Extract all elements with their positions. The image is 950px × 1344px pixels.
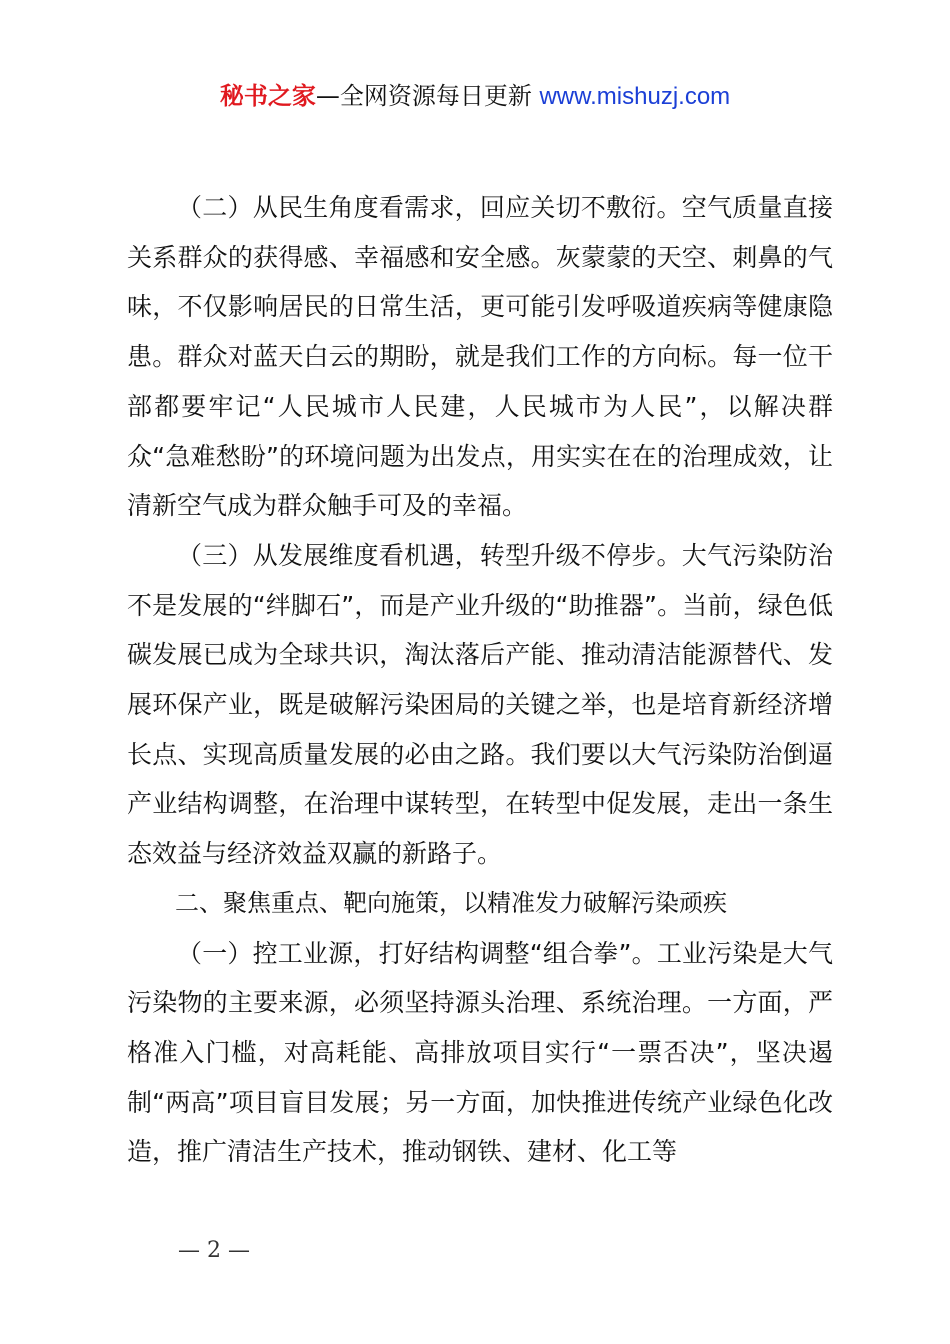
- page-number: — 2 —: [178, 1238, 250, 1263]
- site-header: [0, 80, 950, 113]
- site-url-link[interactable]: www.mishuzj.com: [539, 83, 731, 110]
- section-heading: 二、聚焦重点、靶向施策，以精准发力破解污染顽疾: [175, 888, 727, 917]
- paragraph-industrial-source: （一）控工业源，打好结构调整“组合拳”。工业污染是大气污染物的主要来源，必须坚持源头治理、系统治理。一方面，严格准入门槛，对高耗能、高排放项目实行“一票否决”，坚决遏制“两高”项目盲目发展；另一方面，加快推进传统产业绿色化改造，推广清洁生产技术，推动钢铁、建材、化工等: [127, 938, 833, 1167]
- paragraph-development: （三）从发展维度看机遇，转型升级不停步。大气污染防治不是发展的“绊脚石”，而是产业升级的“助推器”。当前，绿色低碳发展已成为全球共识，淘汰落后产能、推动清洁能源替代、发展环保产业，既是破解污染困局的关键之举，也是培育新经济增长点、实现高质量发展的必由之路。我们要以大气污染防治倒逼产业结构调整，在治理中谋转型，在转型中促发展，走出一条生态效益与经济效益双赢的新路子。: [127, 540, 833, 869]
- site-tagline: —全网资源每日更新: [315, 82, 532, 110]
- site-brand: 秘书之家: [219, 82, 316, 110]
- paragraph-livelihood: （二）从民生角度看需求，回应关切不敷衍。空气质量直接关系群众的获得感、幸福感和安全感。灰蒙蒙的天空、刺鼻的气味，不仅影响居民的日常生活，更可能引发呼吸道疾病等健康隐患。群众对蓝天白云的期盼，就是我们工作的方向标。每一位干部都要牢记“人民城市人民建，人民城市为人民”，以解决群众“急难愁盼”的环境问题为出发点，用实实在在的治理成效，让清新空气成为群众触手可及的幸福。: [127, 193, 833, 521]
- document-body: [127, 183, 833, 1177]
